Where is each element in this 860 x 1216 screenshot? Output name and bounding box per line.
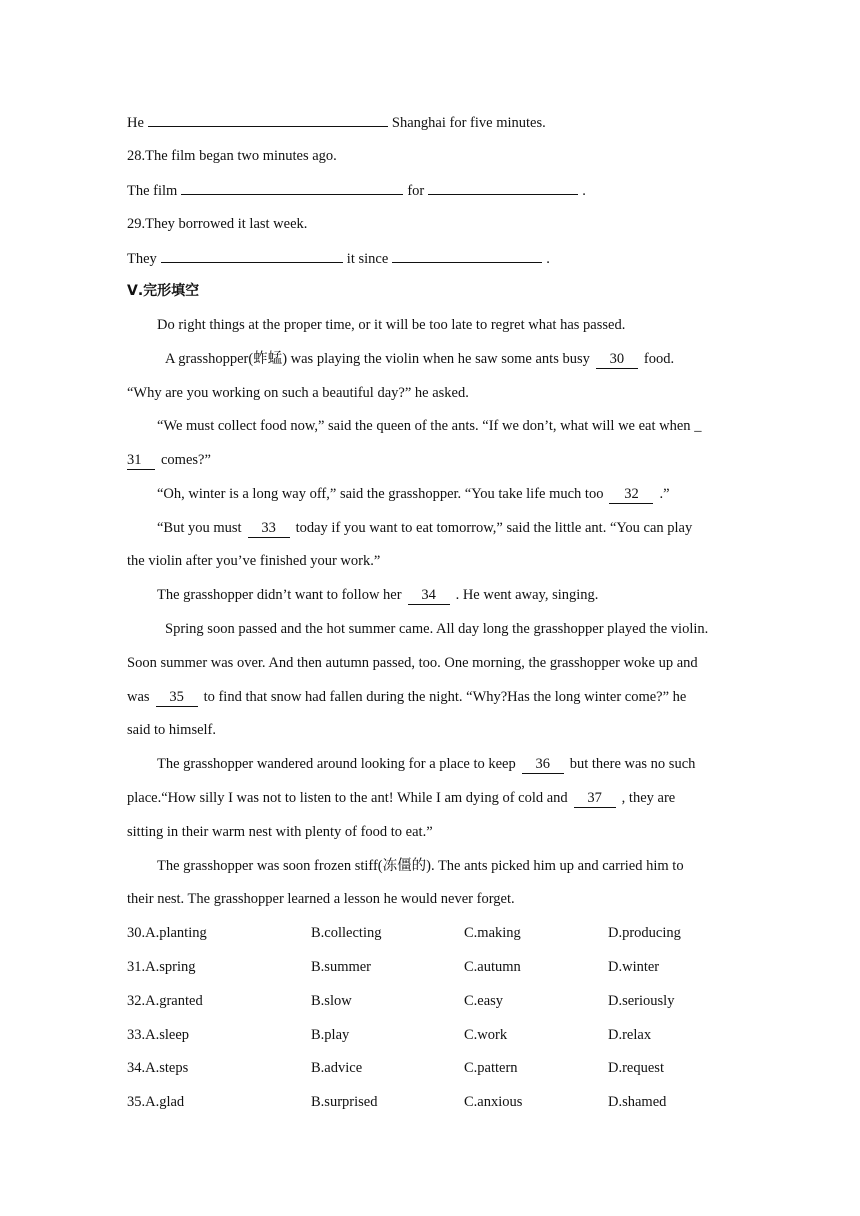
q29-end: . — [546, 251, 550, 267]
option-b: B.collecting — [311, 925, 382, 941]
option-d: D.shamed — [608, 1094, 667, 1110]
option-d: D.seriously — [608, 993, 675, 1009]
answer-blank — [392, 248, 542, 263]
passage-text: was — [127, 689, 150, 705]
passage-line — [157, 518, 692, 538]
option-c: C.work — [464, 1027, 508, 1043]
option-a: 33.A.sleep — [127, 1027, 190, 1043]
section-title: Ⅴ.完形填空 — [127, 283, 200, 299]
q29-prefix: They — [127, 251, 157, 267]
passage-line — [157, 484, 670, 504]
q27-suffix: Shanghai for five minutes. — [391, 115, 546, 131]
blank-31: 31 — [127, 451, 155, 470]
option-d: D.relax — [608, 1027, 652, 1043]
passage-text: today if you want to eat tomorrow,” said the little ant. “You can play — [295, 520, 693, 536]
answer-blank — [161, 248, 343, 263]
option-a: 30.A.planting — [127, 925, 207, 941]
passage-line: Soon summer was over. And then autumn passed, too. One morning, the grasshopper woke up and — [127, 655, 698, 671]
passage-text: . He went away, singing. — [455, 587, 599, 603]
passage-text: The grasshopper didn’t want to follow her — [157, 587, 402, 603]
answer-blank — [148, 112, 388, 127]
passage-text: comes?” — [161, 452, 211, 468]
passage-line: their nest. The grasshopper learned a lesson he would never forget. — [127, 891, 515, 907]
q29-sentence: 29.They borrowed it last week. — [127, 216, 308, 232]
answer-blank — [181, 180, 403, 195]
passage-line — [165, 349, 674, 369]
passage-line — [127, 788, 675, 808]
passage-line: the violin after you’ve finished your work.” — [127, 553, 381, 569]
option-c: C.pattern — [464, 1060, 518, 1076]
option-d: D.producing — [608, 925, 681, 941]
passage-text: , they are — [621, 790, 676, 806]
blank-30: 30 — [596, 350, 638, 369]
passage-text: food. — [643, 351, 675, 367]
blank-35: 35 — [156, 688, 198, 707]
passage-line: sitting in their warm nest with plenty of food to eat.” — [127, 824, 433, 840]
q27-answer-line — [127, 112, 546, 133]
blank-34: 34 — [408, 586, 450, 605]
option-b: B.advice — [311, 1060, 363, 1076]
passage-line: The grasshopper was soon frozen stiff(冻僵的). The ants picked him up and carried him to — [157, 858, 684, 874]
option-b: B.slow — [311, 993, 352, 1009]
option-d: D.winter — [608, 959, 660, 975]
passage-line: Do right things at the proper time, or it will be too late to regret what has passed. — [157, 317, 626, 333]
passage-text: “Oh, winter is a long way off,” said the grasshopper. “You take life much too — [157, 486, 604, 502]
blank-36: 36 — [522, 755, 564, 774]
passage-line — [157, 416, 701, 436]
passage-text: The grasshopper wandered around looking for a place to keep — [157, 756, 516, 772]
passage-text: to find that snow had fallen during the night. “Why?Has the long winter come?” he — [203, 689, 687, 705]
passage-text: “We must collect food now,” said the queen of the ants. “If we don’t, what will we eat when — [157, 418, 691, 434]
q28-middle: for — [407, 183, 425, 199]
q29-answer-line — [127, 248, 550, 269]
option-c: C.anxious — [464, 1094, 523, 1110]
option-c: C.autumn — [464, 959, 521, 975]
passage-text: _ — [694, 418, 702, 434]
passage-line — [157, 754, 695, 774]
blank-37: 37 — [574, 789, 616, 808]
option-a: 32.A.granted — [127, 993, 203, 1009]
passage-line: “Why are you working on such a beautiful day?” he asked. — [127, 385, 469, 401]
passage-text: A grasshopper(蚱蜢) was playing the violin when he saw some ants busy — [165, 351, 590, 367]
option-b: B.summer — [311, 959, 372, 975]
passage-line: Spring soon passed and the hot summer came. All day long the grasshopper played the violin. — [165, 621, 709, 637]
passage-text: but there was no such — [569, 756, 696, 772]
passage-line: said to himself. — [127, 722, 217, 738]
q29-middle: it since — [346, 251, 389, 267]
option-d: D.request — [608, 1060, 664, 1076]
q28-prefix: The film — [127, 183, 178, 199]
option-c: C.easy — [464, 993, 504, 1009]
passage-line — [157, 585, 598, 605]
passage-text: place.“How silly I was not to listen to the ant! While I am dying of cold and — [127, 790, 568, 806]
blank-32: 32 — [609, 485, 653, 504]
passage-line — [127, 687, 686, 707]
option-b: B.play — [311, 1027, 350, 1043]
q28-answer-line — [127, 180, 586, 201]
q27-prefix: He — [127, 115, 144, 131]
option-c: C.making — [464, 925, 521, 941]
passage-text: “But you must — [157, 520, 242, 536]
passage-line — [127, 450, 211, 470]
q28-end: . — [582, 183, 586, 199]
option-b: B.surprised — [311, 1094, 378, 1110]
blank-33: 33 — [248, 519, 290, 538]
answer-blank — [428, 180, 578, 195]
option-a: 34.A.steps — [127, 1060, 189, 1076]
option-a: 31.A.spring — [127, 959, 196, 975]
passage-text: .” — [659, 486, 670, 502]
option-a: 35.A.glad — [127, 1094, 185, 1110]
q28-sentence: 28.The film began two minutes ago. — [127, 148, 337, 164]
